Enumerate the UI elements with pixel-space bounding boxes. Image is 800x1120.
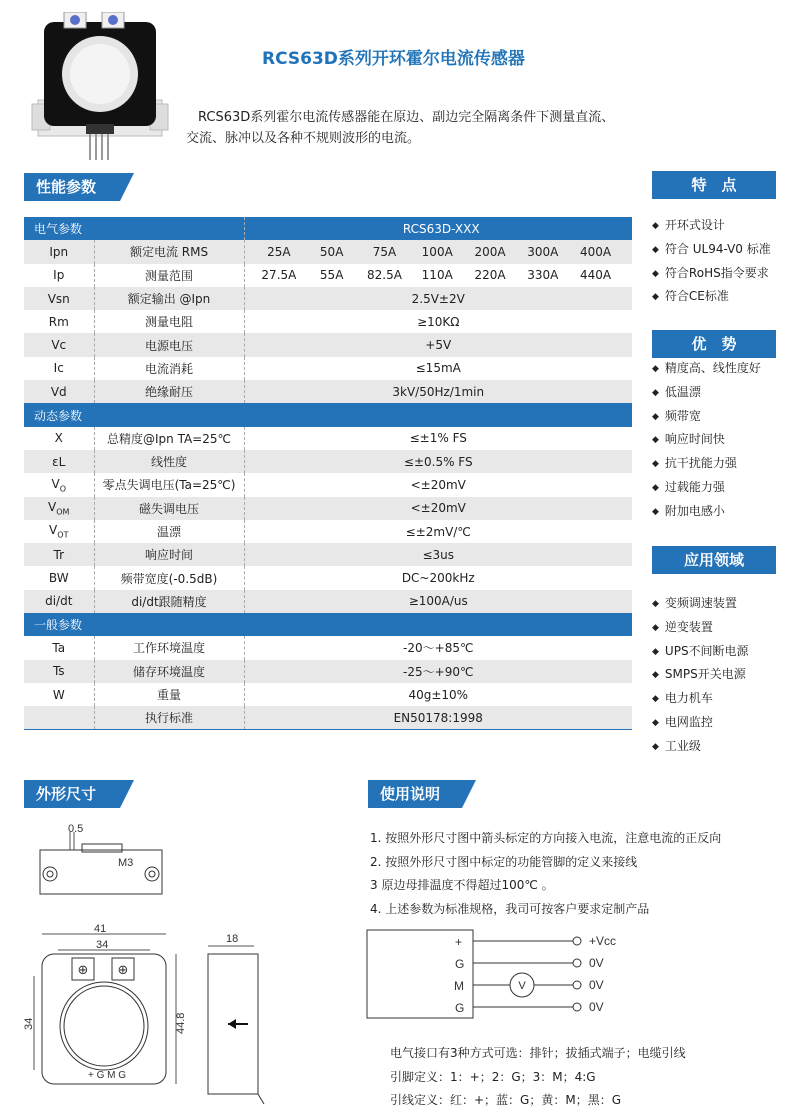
name-cell: 线性度 (94, 450, 244, 473)
value-cell: 27.5A 55A 82.5A 110A 220A 330A 440A (244, 264, 632, 287)
sym-cell: Ipn (24, 240, 94, 263)
list-item: ◆ 频带宽 (652, 405, 792, 429)
table-row (24, 380, 632, 403)
advantages-list (652, 357, 792, 524)
table-row (24, 683, 632, 706)
list-item: ◆ 过载能力强 (652, 476, 792, 500)
wire-label: 0V (589, 1000, 604, 1014)
table-row (24, 240, 632, 263)
usage-list (370, 827, 721, 921)
sym-cell: Ic (24, 357, 94, 380)
name-cell: di/dt跟随精度 (94, 590, 244, 613)
value-cell: EN50178:1998 (244, 706, 632, 729)
table-row (24, 310, 632, 333)
name-cell: 磁失调电压 (94, 497, 244, 520)
list-item: ◆ UPS不间断电源 (652, 640, 792, 664)
wire-label: 0V (589, 956, 604, 970)
intro-paragraph: RCS63D系列霍尔电流传感器能在原边、副边完全隔离条件下测量直流、交流、脉冲以及各种不规则波形的电流。 (186, 110, 615, 146)
value-cell: ≥100A/us (244, 590, 632, 613)
list-item: ◆ 抗干扰能力强 (652, 452, 792, 476)
name-cell: 响应时间 (94, 543, 244, 566)
name-cell: 绝缘耐压 (94, 380, 244, 403)
wiring-diagram (365, 928, 665, 1028)
list-item: ◆ 低温漂 (652, 381, 792, 405)
perf-header: 性能参数 (24, 173, 120, 201)
table-row (24, 357, 632, 380)
sym-cell: di/dt (24, 590, 94, 613)
dim-m3: M3 (118, 857, 134, 869)
table-row (24, 660, 632, 683)
name-cell: 测量电阻 (94, 310, 244, 333)
value-cell: ≤3us (244, 543, 632, 566)
list-item: ◆ 电网监控 (652, 711, 792, 735)
name-cell: 频带宽度(-0.5dB) (94, 566, 244, 589)
sym-cell: Ip (24, 264, 94, 287)
table-row (24, 473, 632, 496)
advantages-header: 优 势 (652, 330, 776, 358)
table-row (24, 566, 632, 589)
footnote-item: 电气接口有3种方式可选：排针；拔插式端子；电缆引线 (390, 1046, 686, 1060)
section-row-general (24, 613, 632, 636)
table-row (24, 333, 632, 356)
voltmeter-label: V (518, 980, 526, 992)
section-label: 动态参数 (24, 403, 632, 426)
sym-cell: εL (24, 450, 94, 473)
name-cell: 零点失调电压(Ta=25℃) (94, 473, 244, 496)
name-cell: 工作环境温度 (94, 636, 244, 659)
value-cell: <±20mV (244, 473, 632, 496)
name-cell: 电流消耗 (94, 357, 244, 380)
dim-05: 0.5 (68, 823, 84, 835)
sym-cell: $V_O$ (24, 473, 94, 496)
table-row (24, 543, 632, 566)
name-cell: 储存环境温度 (94, 660, 244, 683)
value-cell: ≥10KΩ (244, 310, 632, 333)
wire-pin: + (455, 935, 463, 949)
sym-cell: Ta (24, 636, 94, 659)
page-title: RCS63D系列开环霍尔电流传感器 (262, 49, 525, 69)
list-item: ◆ 精度高、线性度好 (652, 357, 792, 381)
applications-header: 应用领域 (652, 546, 776, 574)
section-label: 电气参数 (24, 217, 244, 240)
usage-item: 3 原边母排温度不得超过100℃ 。 (370, 878, 554, 892)
footnote-item: 引线定义：红：+；蓝：G；黄：M；黑：G (390, 1093, 622, 1107)
dims-header: 外形尺寸 (24, 780, 120, 808)
name-cell: 重量 (94, 683, 244, 706)
usage-header: 使用说明 (368, 780, 462, 808)
wire-label: 0V (589, 978, 604, 992)
list-item: ◆ 符合RoHS指令要求 (652, 262, 792, 286)
list-item: ◆ 符合 UL94-V0 标准 (652, 238, 792, 262)
features-header: 特 点 (652, 171, 776, 199)
sym-cell: Vsn (24, 287, 94, 310)
footnote-item: 引脚定义：1：+；2：G；3：M；4:G (390, 1069, 596, 1084)
usage-item: 1. 按照外形尺寸图中箭头标定的方向接入电流，注意电流的正反向 (370, 831, 722, 845)
list-item: ◆ 逆变装置 (652, 616, 792, 640)
table-row (24, 450, 632, 473)
sym-cell: Vc (24, 333, 94, 356)
list-item: ◆ 开环式设计 (652, 214, 792, 238)
sym-cell: BW (24, 566, 94, 589)
table-row (24, 427, 632, 450)
table-row (24, 706, 632, 729)
svg-text:⊕: ⊕ (117, 963, 129, 978)
list-item: ◆ 响应时间快 (652, 428, 792, 452)
section-label: 一般参数 (24, 613, 632, 636)
sym-cell: Rm (24, 310, 94, 333)
table-row (24, 520, 632, 543)
sym-cell: Vd (24, 380, 94, 403)
dimension-drawing (22, 820, 282, 1115)
list-item: ◆ 电力机车 (652, 687, 792, 711)
list-item: ◆ 符合CE标准 (652, 285, 792, 309)
section-row-electrical (24, 217, 632, 240)
dim-18: 18 (226, 933, 239, 945)
table-row (24, 287, 632, 310)
dim-34-vertical: 34 (23, 1017, 35, 1030)
value-cell: ≤±2mV/℃ (244, 520, 632, 543)
name-cell: 额定输出 @Ipn (94, 287, 244, 310)
sym-cell: Tr (24, 543, 94, 566)
value-cell: -25～+90℃ (244, 660, 632, 683)
value-cell: 25A 50A 75A 100A 200A 300A 400A (244, 240, 632, 263)
value-cell: 40g±10% (244, 683, 632, 706)
sym-cell (24, 706, 94, 729)
sym-cell: X (24, 427, 94, 450)
value-cell: <±20mV (244, 497, 632, 520)
name-cell: 测量范围 (94, 264, 244, 287)
value-cell: ≤15mA (244, 357, 632, 380)
wire-pin: M (454, 979, 464, 993)
table-row (24, 636, 632, 659)
value-cell: 2.5V±2V (244, 287, 632, 310)
list-item: ◆ 附加电感小 (652, 500, 792, 524)
dim-41: 41 (94, 923, 107, 935)
value-cell: -20～+85℃ (244, 636, 632, 659)
pin-labels: + G M G (88, 1070, 127, 1081)
name-cell: 额定电流 RMS (94, 240, 244, 263)
applications-list (652, 592, 792, 759)
wire-label: +Vcc (589, 934, 617, 948)
value-cell: ≤±0.5% FS (244, 450, 632, 473)
usage-item: 2. 按照外形尺寸图中标定的功能管脚的定义来接线 (370, 854, 638, 869)
sym-cell: $V_{OM}$ (24, 497, 94, 520)
product-photo (30, 12, 170, 162)
section-row-dynamic (24, 403, 632, 426)
usage-item: 4. 上述参数为标准规格，我司可按客户要求定制产品 (370, 901, 650, 916)
svg-text:⊕: ⊕ (77, 963, 89, 978)
spec-table (24, 217, 632, 730)
value-cell: +5V (244, 333, 632, 356)
name-cell: 总精度@Ipn TA=25℃ (94, 427, 244, 450)
dim-448: 44.8 (175, 1012, 187, 1034)
features-list (652, 214, 792, 309)
model-label: RCS63D-XXX (244, 217, 632, 240)
wire-pin: G (455, 1001, 465, 1015)
table-row (24, 264, 632, 287)
sym-cell: Ts (24, 660, 94, 683)
value-cell: ≤±1% FS (244, 427, 632, 450)
name-cell: 电源电压 (94, 333, 244, 356)
sym-cell: W (24, 683, 94, 706)
table-row (24, 497, 632, 520)
value-cell: DC~200kHz (244, 566, 632, 589)
footnotes (390, 1042, 686, 1113)
sym-cell: $V_{OT}$ (24, 520, 94, 543)
name-cell: 温漂 (94, 520, 244, 543)
list-item: ◆ SMPS开关电源 (652, 663, 792, 687)
table-row (24, 590, 632, 613)
list-item: ◆ 变频调速装置 (652, 592, 792, 616)
wire-pin: G (455, 957, 465, 971)
dim-34: 34 (96, 939, 109, 951)
list-item: ◆ 工业级 (652, 735, 792, 759)
name-cell: 执行标准 (94, 706, 244, 729)
value-cell: 3kV/50Hz/1min (244, 380, 632, 403)
